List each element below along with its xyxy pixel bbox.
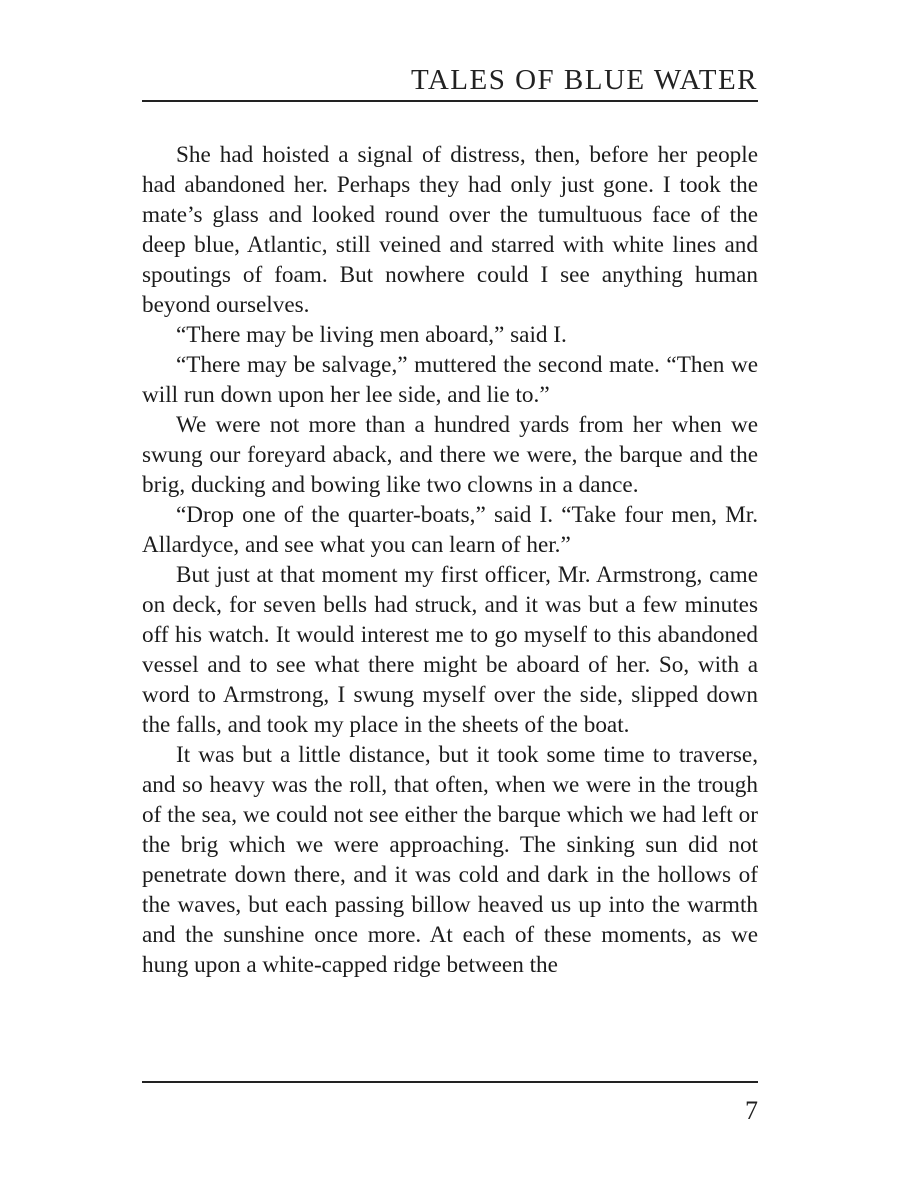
paragraph: “There may be living men aboard,” said I. — [176, 322, 567, 348]
paragraph: “Drop one of the quarter-boats,” said I. “Take four men, Mr. Allardyce, and see what you can learn of her.” — [142, 502, 758, 558]
paragraph: But just at that moment my first officer, Mr. Armstrong, came on deck, for seven bells had struck, and it was but a few minutes off his watch. It would interest me to go myself to this abandoned vessel and to see what there might be aboard of her. So, with a word to Armstrong, I swung myself over the side, slipped down the falls, and took my place in the sheets of the boat. — [142, 562, 758, 738]
body-text — [142, 140, 758, 980]
paragraph: It was but a little distance, but it took some time to traverse, and so heavy was the roll, that often, when we were in the trough of the sea, we could not see either the barque which we had left or the brig which we were approaching. The sinking sun did not penetrate down there, and it was cold and dark in the hollows of the waves, but each passing billow heaved us up into the warmth and the sunshine once more. At each of these moments, as we hung upon a white-capped ridge between the — [142, 742, 758, 978]
footer-rule — [142, 1081, 758, 1083]
running-head: TALES OF BLUE WATER — [410, 64, 758, 96]
paragraph: We were not more than a hundred yards from her when we swung our foreyard aback, and there we were, the barque and the brig, ducking and bowing like two clowns in a dance. — [142, 412, 758, 498]
paragraph: She had hoisted a signal of distress, then, before her people had abandoned her. Perhaps they had only just gone. I took the mate’s glass and looked round over the tumultuous face of the deep blue, Atlantic, still veined and starred with white lines and spoutings of foam. But nowhere could I see anything human beyond ourselves. — [142, 142, 758, 318]
page-number: 7 — [745, 1096, 758, 1125]
header-rule — [142, 100, 758, 102]
paragraph: “There may be salvage,” muttered the second mate. “Then we will run down upon her lee side, and lie to.” — [142, 352, 758, 408]
